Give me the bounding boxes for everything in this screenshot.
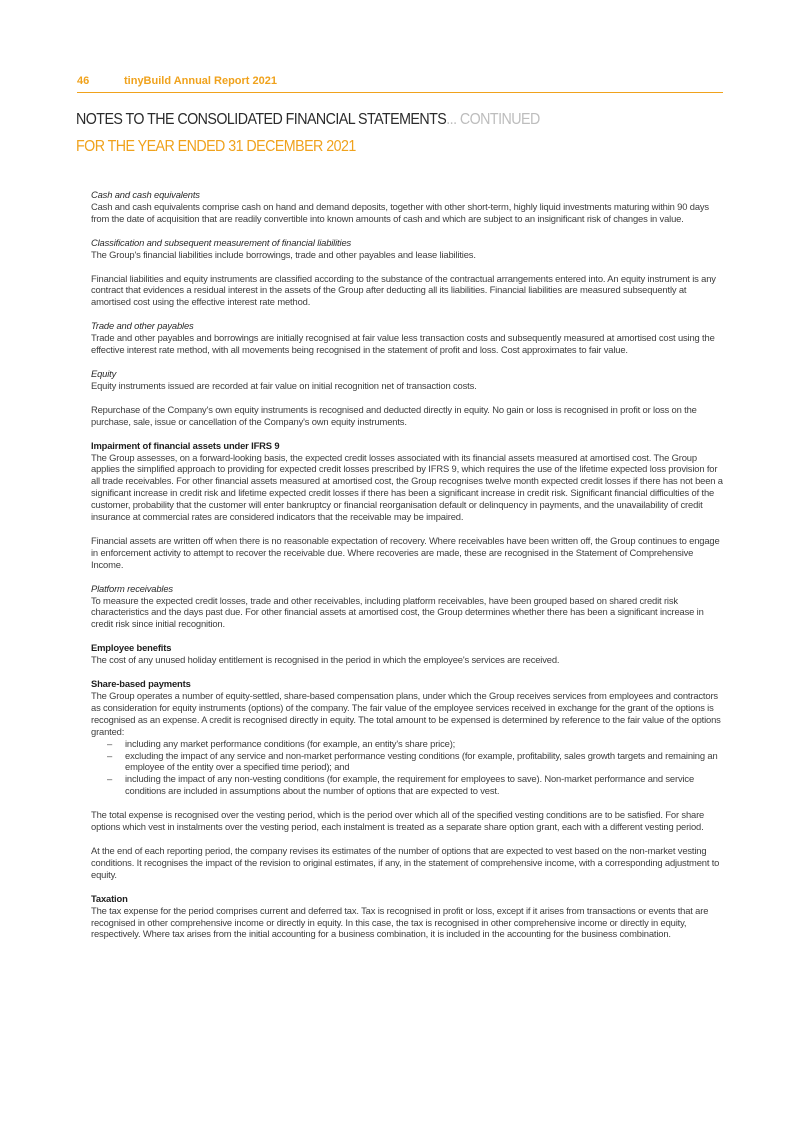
paragraph: Trade and other payables and borrowings are initially recognised at fair value less transaction costs and subsequently measured at amortised cost using the effective interest rate method, with all movements being recognised in the statement of profit and loss. Cost approximates to fair value.	[91, 332, 715, 356]
list-item-text: including any market performance conditions (for example, an entity's share price);	[125, 737, 456, 749]
header-divider	[77, 92, 723, 93]
section-heading: Equity	[91, 367, 117, 379]
paragraph: The total expense is recognised over the vesting period, which is the period over which all of the specified vesting conditions are to be satisfied. For share options which vest in instalments over the vesting period, each instalment is treated as a separate share option grant, each with a different vesting period.	[91, 809, 705, 833]
page-title	[76, 111, 540, 129]
paragraph: Financial liabilities and equity instruments are classified according to the substance of the contractual arrangements entered into. An equity instrument is any contract that evidences a residual interest in the assets of the Group after deducting all its liabilities. Financial liabilities are measured subsequently at amortised cost using the effective interest rate method.	[91, 272, 716, 308]
section-trade-payables	[91, 320, 723, 356]
section-platform-receivables	[91, 583, 723, 631]
paragraph: To measure the expected credit losses, trade and other receivables, including platform receivables, have been grouped based on shared credit risk characteristics and the days past due. For other financial assets at amortised cost, the Group determines whether there has been a significant increase in credit risk since initial recognition.	[91, 594, 704, 630]
paragraph: The Group operates a number of equity-settled, share-based compensation plans, under which the Group receives services from employees and contractors as consideration for equity instruments (options) of the company. The fair value of the employee services received in exchange for the grant of the options is recognised as an expense. A credit is recognised directly in equity. The total amount to be expensed is determined by reference to the fair value of the options granted:	[91, 690, 721, 737]
page-title-main: NOTES TO THE CONSOLIDATED FINANCIAL STATEMENTS	[76, 111, 447, 128]
page-number: 46	[77, 75, 90, 87]
section-taxation	[91, 893, 723, 941]
section-heading: Employee benefits	[91, 642, 172, 654]
bullet-list	[91, 738, 723, 798]
paragraph: Cash and cash equivalents comprise cash on hand and demand deposits, together with other short-term, highly liquid investments maturing within 90 days from the date of acquisition that are readily convertible into known amounts of cash and which are subject to an insignificant risk of changes in value.	[91, 200, 709, 224]
paragraph: The Group assesses, on a forward-looking basis, the expected credit losses associated with its financial assets measured at amortised cost. The Group applies the simplified approach to providing for expected credit losses prescribed by IFRS 9, which requires the use of the lifetime expected loss provision for all trade receivables. For other financial assets measured at amortised cost, the Group recognises twelve month expected credit losses if there has not been a significant increase in credit risk and lifetime expected credit losses if there has been a significant increase in credit risk. Significant financial difficulties of the customer, probability that the customer will enter bankruptcy or financial reorganisation default or delinquency in payments, and the unavailability of credit insurance at commercial rates are considered indicators that the receivable may be impaired.	[91, 451, 723, 523]
paragraph: The cost of any unused holiday entitlement is recognised in the period in which the employee's services are received.	[91, 654, 560, 666]
section-heading: Taxation	[91, 892, 128, 904]
paragraph: Repurchase of the Company's own equity instruments is recognised and deducted directly in equity. No gain or loss is recognised in profit or loss on the purchase, sale, issue or cancellation of the Company's own equity instruments.	[91, 403, 697, 427]
paragraph: The Group's financial liabilities include borrowings, trade and other payables and lease liabilities.	[91, 248, 476, 260]
section-equity	[91, 368, 723, 428]
section-employee-benefits	[91, 642, 723, 666]
report-title: tinyBuild Annual Report 2021	[124, 75, 278, 87]
paragraph: Equity instruments issued are recorded at fair value on initial recognition net of transaction costs.	[91, 379, 477, 391]
bullet-marker: –	[107, 737, 113, 749]
section-share-based-payments	[91, 678, 723, 881]
section-heading: Impairment of financial assets under IFRS 9	[91, 439, 280, 451]
section-heading: Platform receivables	[91, 582, 173, 594]
list-item	[91, 750, 723, 774]
running-header	[77, 75, 277, 87]
section-heading: Cash and cash equivalents	[91, 189, 200, 200]
section-heading: Share-based payments	[91, 678, 191, 690]
section-cash-equivalents	[91, 189, 723, 225]
paragraph: At the end of each reporting period, the company revises its estimates of the number of options that are expected to vest based on the non-market vesting conditions. It recognises the impact of the revision to original estimates, if any, in the statement of comprehensive income, with a corresponding adjustment to equity.	[91, 844, 720, 880]
page-subtitle: FOR THE YEAR ENDED 31 DECEMBER 2021	[76, 138, 356, 155]
page-title-continued: ... CONTINUED	[446, 111, 540, 128]
section-financial-liabilities	[91, 237, 723, 309]
list-item-text: including the impact of any non-vesting conditions (for example, the requirement for employees to save). Non-market performance and service conditions are included in assumptions about the number of options that are expected to vest.	[125, 773, 695, 797]
bullet-marker: –	[107, 749, 113, 761]
section-heading: Classification and subsequent measurement of financial liabilities	[91, 236, 352, 248]
paragraph: The tax expense for the period comprises current and deferred tax. Tax is recognised in profit or loss, except if it arises from transactions or events that are recognised in other comprehensive income or directly in equity. In this case, the tax is recognised in other comprehensive income or directly in equity, respectively. Where tax arises from the initial accounting for a business combination, it is included in the accounting for the business combination.	[91, 904, 709, 940]
bullet-marker: –	[107, 773, 113, 785]
section-impairment	[91, 440, 723, 571]
list-item	[91, 773, 723, 797]
paragraph: Financial assets are written off when there is no reasonable expectation of recovery. Where receivables have been written off, the Group continues to engage in enforcement activity to attempt to recover the receivable due. Where recoveries are made, these are recognised in the Statement of Comprehensive Income.	[91, 534, 720, 570]
list-item-text: excluding the impact of any service and non-market performance vesting conditions (for example, profitability, sales growth targets and remaining an employee of the entity over a specified time period); and	[125, 749, 718, 773]
list-item	[91, 738, 723, 750]
section-heading: Trade and other payables	[91, 320, 194, 332]
notes-body	[91, 189, 723, 952]
